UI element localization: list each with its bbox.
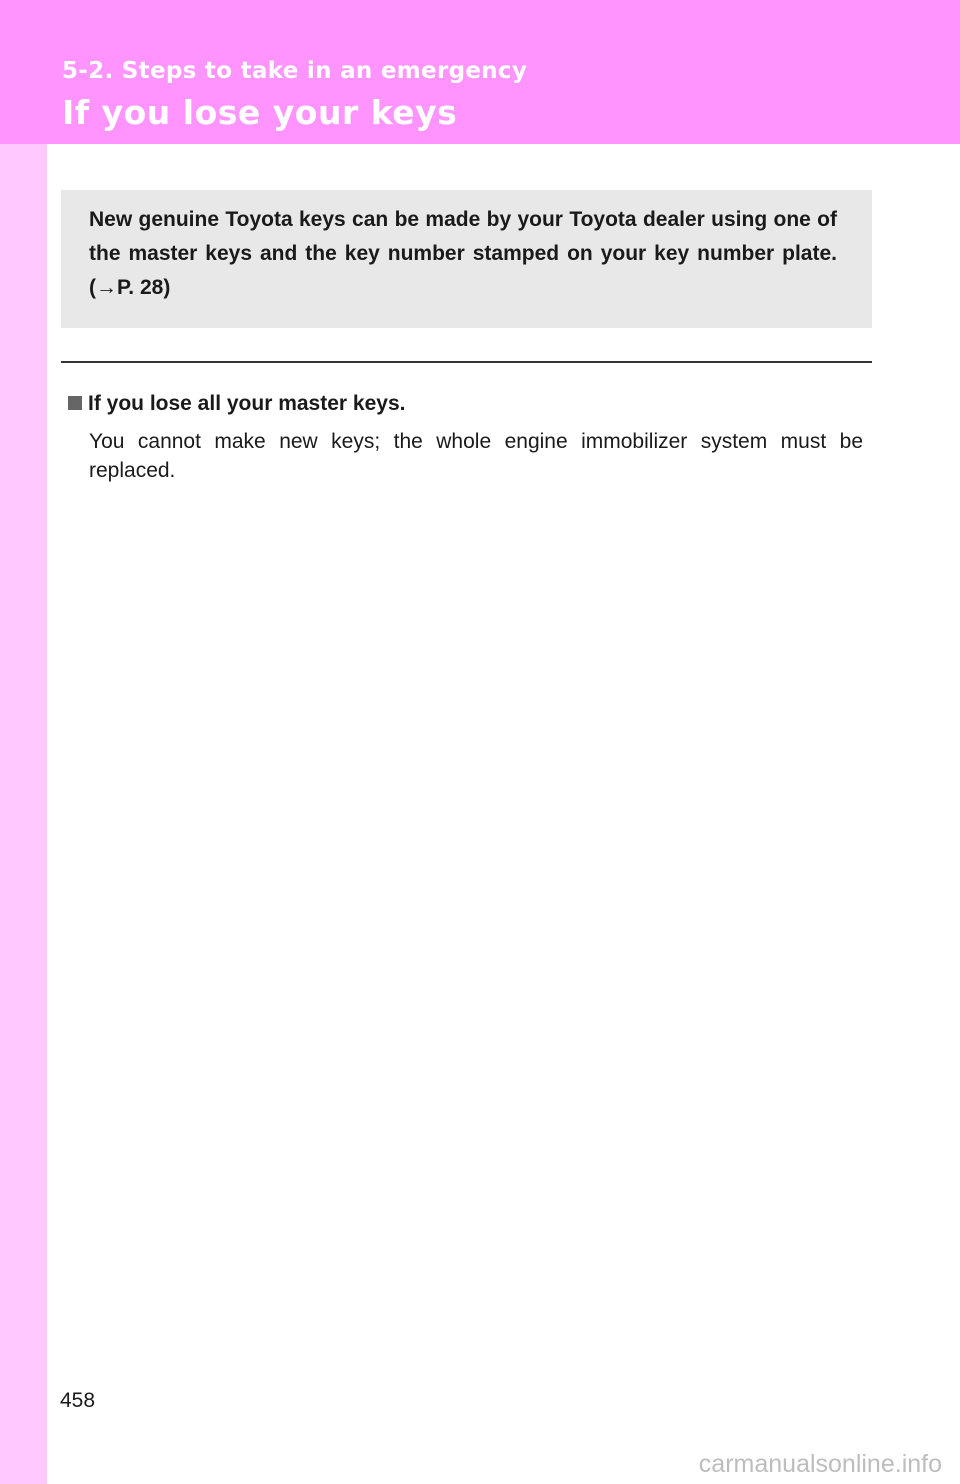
watermark: carmanualsonline.info <box>698 1450 942 1478</box>
side-tab-strip <box>0 144 47 1484</box>
note-heading-text: If you lose all your master keys. <box>88 392 406 415</box>
intro-box <box>61 190 872 328</box>
section-label: 5-2. Steps to take in an emergency <box>62 58 528 84</box>
square-bullet-icon <box>68 396 82 410</box>
page-number: 458 <box>60 1389 96 1412</box>
divider <box>61 361 872 363</box>
intro-text: New genuine Toyota keys can be made by your Toyota dealer using one of the master keys and the key number stamped on your key number plate. (→P. 28) <box>89 208 837 299</box>
note-body: You cannot make new keys; the whole engine immobilizer system must be replaced. <box>89 430 863 482</box>
page-title: If you lose your keys <box>62 93 458 132</box>
note-heading <box>68 391 405 417</box>
